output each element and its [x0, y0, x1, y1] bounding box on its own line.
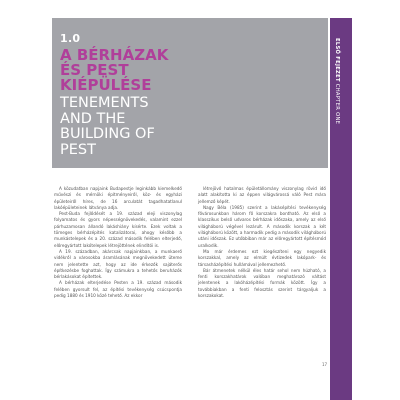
title-hu-line: A BÉRHÁZAK — [60, 46, 169, 64]
paragraph: A közudatban napjaink Budapestje leginkább kiemelkedő művészi és mérnöki építményeiről, köz- és egyházi épületeiről híres, de 16 arculatát tagadhatatlanul lakóépületeinek látványa adja. — [54, 186, 182, 210]
side-tab-label-rest: CHAPTER ONE — [334, 83, 340, 125]
title-en-line: BUILDING OF — [60, 126, 155, 142]
title-hu-line: ÉS PEST — [60, 61, 129, 79]
chapter-header-block — [52, 18, 328, 168]
side-tab-label-bold: ELSŐ FEJEZET — [334, 38, 340, 82]
paragraph: Bár átmenetek nélkül éles határ sehol nem húzható, a fenti korszakhatárok valóban meghatározó váltást jelentenek a lakóházépítési formák között. Így a továbbiakban a fenti felosztás szerint tárgyaljuk a korszakokat. — [198, 267, 326, 299]
title-en-line: AND THE — [60, 110, 126, 127]
paragraph: A bérházak elterjedése Pesten a 19. század második felében gyorsult fel, az építési tevékenység csúcspontja pedig 1880 és 1910 közé tehető. Az ekkor — [54, 280, 182, 299]
title-hu-line: KIÉPÜLÉSE — [60, 76, 152, 94]
chapter-title-hungarian — [60, 48, 168, 93]
paragraph: A 19. században, akárcsak napjainkban, a munkaerő vidékről a városokba áramlásának megnövekedett üteme nem jelentette azt, hogy az ide érkezők sajáterős építkezésbe foghattak. Így számukra a tehetős beruházók bérlakásokat építettek. — [54, 248, 182, 280]
text-column-left — [54, 186, 182, 299]
paragraph: Ma már érdemes ezt kiegészíteni egy negyedik korszakkal, amely az elmúlt évtizedek lakópark- és társasházépítési hullámával jellemezhető. — [198, 248, 326, 267]
title-en-line: PEST — [60, 141, 96, 158]
page-number: 17 — [322, 362, 328, 367]
paragraph: létrejövő hatalmas épületállomány viszonylag rövid idő alatt alakította ki az éppen világvárossá váló Pest mára jellemző képét. — [198, 186, 326, 204]
chapter-number: 1.0 — [60, 32, 81, 45]
chapter-side-tab — [330, 18, 352, 400]
text-column-right — [198, 186, 326, 299]
paragraph: Nagy Béla (1985) szerint a lakásépítési tevékenység fővárosunkban három fő korszakra bontható. Az első a klasszikus belső udvaros bérházak időszaka, amely az első világháború végével lezárult. A második korszak a két világháború között, a harmadik pedig a második világháború utáni időszak. Ez utóbbiban már az előregyártott építésmód uralkodik. — [198, 204, 326, 248]
paragraph: Pest-Buda fejlődését a 19. század eleji viszonylag folyamatos és gyors népességnövekedés, valamint ezzel párhuzamosan állandó lakáshiány kísérte. Ezek voltak a tömeges bérházépítés katalizátorai, ahogy később a munkástelepek és a 20. század második felében elterjedő, előregyártott lakótelepek létrejöttének elindítói is. — [54, 211, 182, 248]
chapter-title-english — [60, 96, 155, 158]
title-en-line: TENEMENTS — [60, 95, 149, 111]
side-tab-label — [334, 38, 340, 124]
